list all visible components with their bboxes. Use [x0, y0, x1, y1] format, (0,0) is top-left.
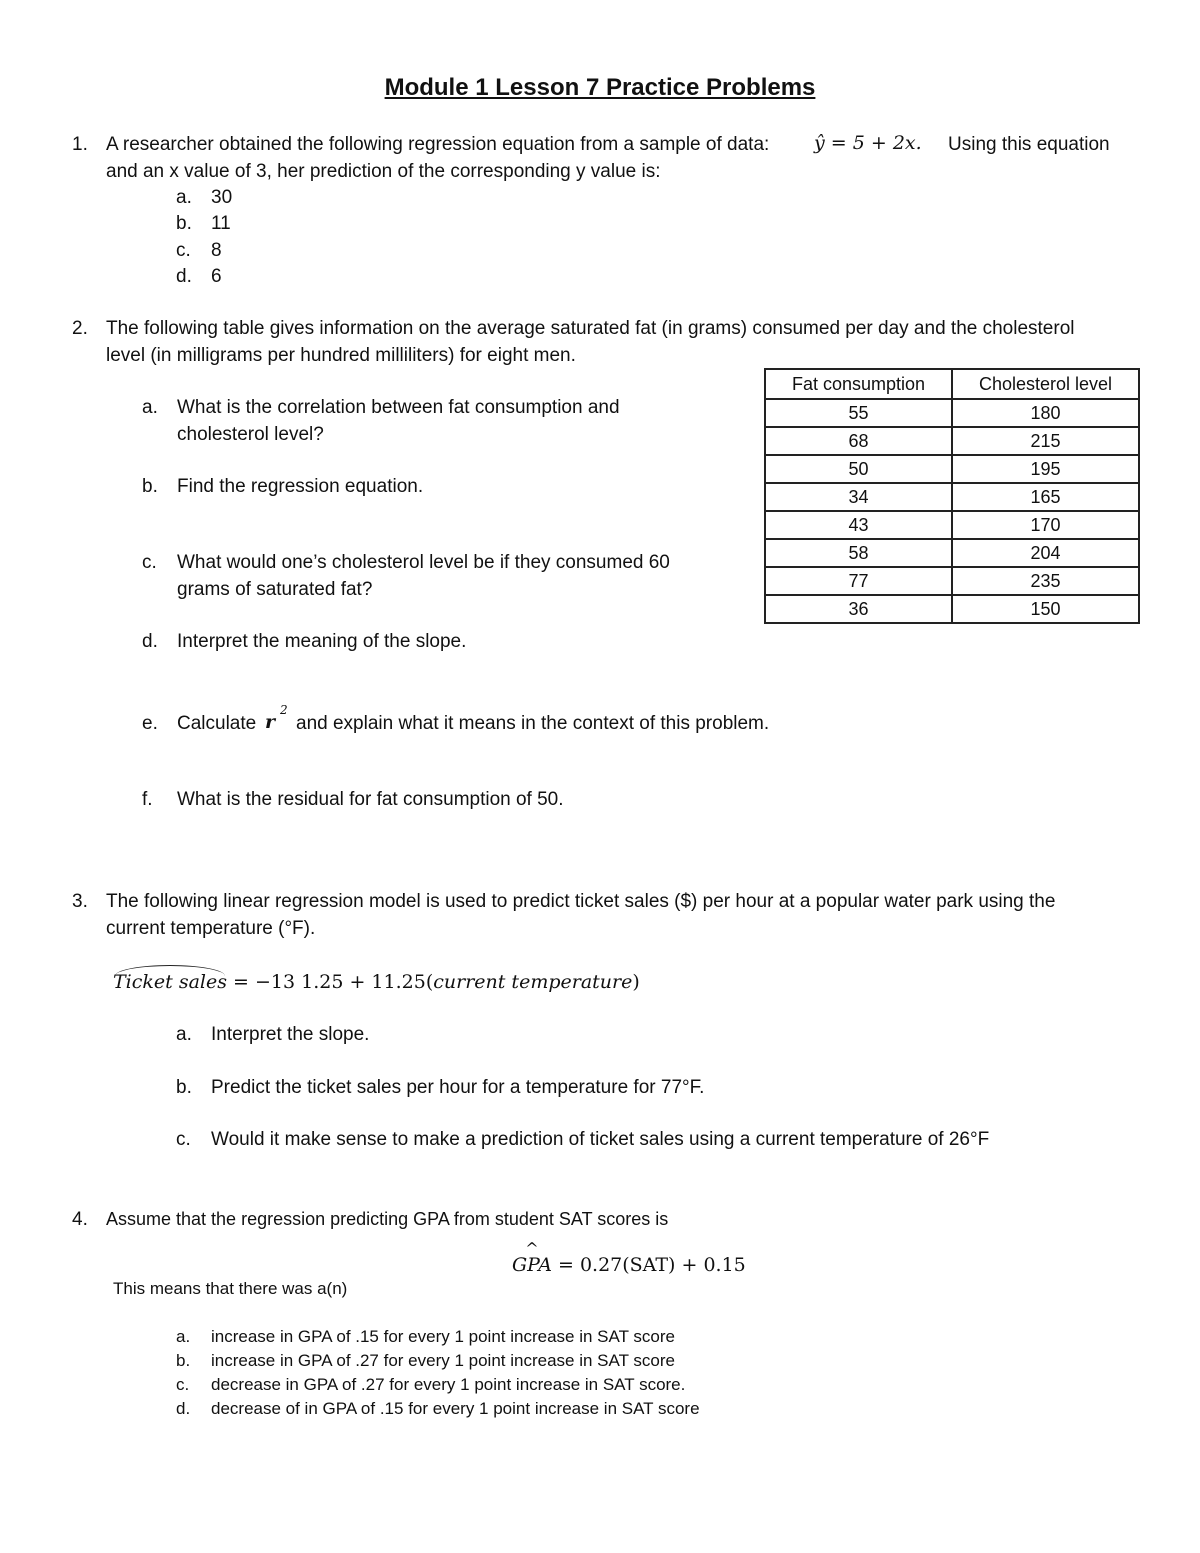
q2-line2: level (in milligrams per hundred milliliters) for eight men.	[106, 345, 576, 366]
fat-cholesterol-table	[764, 368, 1140, 624]
table-header-row	[765, 369, 1139, 399]
q4-option-a-letter: a.	[176, 1327, 191, 1346]
table-row	[765, 399, 1139, 427]
table-cell: 204	[952, 539, 1139, 567]
table-cell: 150	[952, 595, 1139, 623]
q3-equation-close: )	[632, 971, 640, 993]
q2-part-f-text: What is the residual for fat consumption of 50.	[177, 789, 564, 810]
q3-number: 3.	[72, 891, 88, 912]
q1-option-c-text: 8	[211, 240, 222, 261]
q2-part-e-pre: Calculate	[177, 713, 257, 734]
q2-part-b-text: Find the regression equation.	[177, 476, 424, 497]
q4-option-d-text: decrease of in GPA of .15 for every 1 point increase in SAT score	[211, 1399, 700, 1418]
q3-option-b-text: Predict the ticket sales per hour for a temperature for 77°F.	[211, 1077, 705, 1098]
table-row	[765, 455, 1139, 483]
q2-number: 2.	[72, 318, 88, 339]
q3-option-c-text: Would it make sense to make a prediction of ticket sales using a current temperature of 26°F	[211, 1129, 990, 1150]
q1-option-d-text: 6	[211, 266, 222, 287]
q3-equation-lhs: Ticket sales	[113, 971, 227, 993]
q1-line1-end: Using this equation	[948, 134, 1110, 155]
page-title: Module 1 Lesson 7 Practice Problems	[384, 74, 816, 101]
q2-part-e-variable: r	[265, 711, 276, 733]
q3-option-b-letter: b.	[176, 1077, 192, 1098]
q2-part-a-letter: a.	[142, 397, 158, 418]
q4-equation-rhs: = 0.27(SAT) + 0.15	[551, 1254, 746, 1276]
table-cell: 195	[952, 455, 1139, 483]
table-cell: 34	[765, 483, 952, 511]
table-cell: 55	[765, 399, 952, 427]
q3-equation-argument: current temperature	[433, 971, 633, 993]
q4-equation-lhs: ^ GPA	[512, 1239, 552, 1276]
table-row	[765, 427, 1139, 455]
q2-part-d-letter: d.	[142, 631, 158, 652]
table-cell: 215	[952, 427, 1139, 455]
q4-option-c-text: decrease in GPA of .27 for every 1 point increase in SAT score.	[211, 1375, 686, 1394]
q4-option-d-letter: d.	[176, 1399, 191, 1418]
q2-part-c-letter: c.	[142, 552, 157, 573]
table-cell: 50	[765, 455, 952, 483]
table-cell: 43	[765, 511, 952, 539]
table-cell: 170	[952, 511, 1139, 539]
table-cell: 235	[952, 567, 1139, 595]
table-cell: 77	[765, 567, 952, 595]
q2-part-e-post: and explain what it means in the context of this problem.	[296, 713, 770, 734]
q1-option-d-letter: d.	[176, 266, 192, 287]
q4-option-b-letter: b.	[176, 1351, 191, 1370]
q2-part-c-line2: grams of saturated fat?	[177, 579, 373, 600]
q2-part-c-line1: What would one’s cholesterol level be if they consumed 60	[177, 552, 670, 573]
q3-option-c-letter: c.	[176, 1129, 191, 1150]
q1-number: 1.	[72, 134, 88, 155]
q2-part-e-letter: e.	[142, 713, 158, 734]
q1-option-b-letter: b.	[176, 213, 192, 234]
table-row	[765, 511, 1139, 539]
q4-option-a-text: increase in GPA of .15 for every 1 point increase in SAT score	[211, 1327, 675, 1346]
q3-option-a-letter: a.	[176, 1024, 192, 1045]
table-cell: 180	[952, 399, 1139, 427]
table-header-fat: Fat consumption	[765, 369, 952, 399]
q4-equation	[512, 1239, 746, 1276]
table-header-cholesterol: Cholesterol level	[952, 369, 1139, 399]
q4-option-c-letter: c.	[176, 1375, 190, 1394]
q2-part-b-letter: b.	[142, 476, 158, 497]
q1-option-a-text: 30	[211, 187, 233, 208]
q3-equation-constants: = −13 1.25 + 11.25(	[226, 971, 434, 993]
q4-lead: This means that there was a(n)	[113, 1279, 348, 1298]
table-cell: 58	[765, 539, 952, 567]
table-cell: 36	[765, 595, 952, 623]
q2-part-a-line1: What is the correlation between fat consumption and	[177, 397, 620, 418]
table-row	[765, 567, 1139, 595]
q3-equation	[113, 971, 640, 993]
table-row	[765, 539, 1139, 567]
q4-number: 4.	[72, 1209, 88, 1230]
q1-equation: ŷ = 5 + 2x.	[814, 132, 922, 154]
q4-line1: Assume that the regression predicting GPA from student SAT scores is	[106, 1209, 669, 1229]
q4-option-b-text: increase in GPA of .27 for every 1 point increase in SAT score	[211, 1351, 675, 1370]
table-cell: 165	[952, 483, 1139, 511]
table-row	[765, 595, 1139, 623]
q3-line1: The following linear regression model is used to predict ticket sales ($) per hour at a popular water park using the	[106, 891, 1056, 912]
q2-line1: The following table gives information on the average saturated fat (in grams) consumed per day and the cholesterol	[106, 318, 1075, 339]
q1-option-a-letter: a.	[176, 187, 192, 208]
q1-option-b-text: 11	[211, 213, 231, 234]
q1-line1: A researcher obtained the following regression equation from a sample of data:	[106, 134, 770, 155]
q2-part-d-text: Interpret the meaning of the slope.	[177, 631, 467, 652]
q3-line2: current temperature (°F).	[106, 918, 316, 939]
q2-part-e-exponent: 2	[280, 703, 288, 717]
q1-line2: and an x value of 3, her prediction of the corresponding y value is:	[106, 161, 661, 182]
q2-part-f-letter: f.	[142, 789, 153, 810]
table-row	[765, 483, 1139, 511]
table-cell: 68	[765, 427, 952, 455]
q3-option-a-text: Interpret the slope.	[211, 1024, 370, 1045]
q2-part-a-line2: cholesterol level?	[177, 424, 324, 445]
q1-option-c-letter: c.	[176, 240, 191, 261]
